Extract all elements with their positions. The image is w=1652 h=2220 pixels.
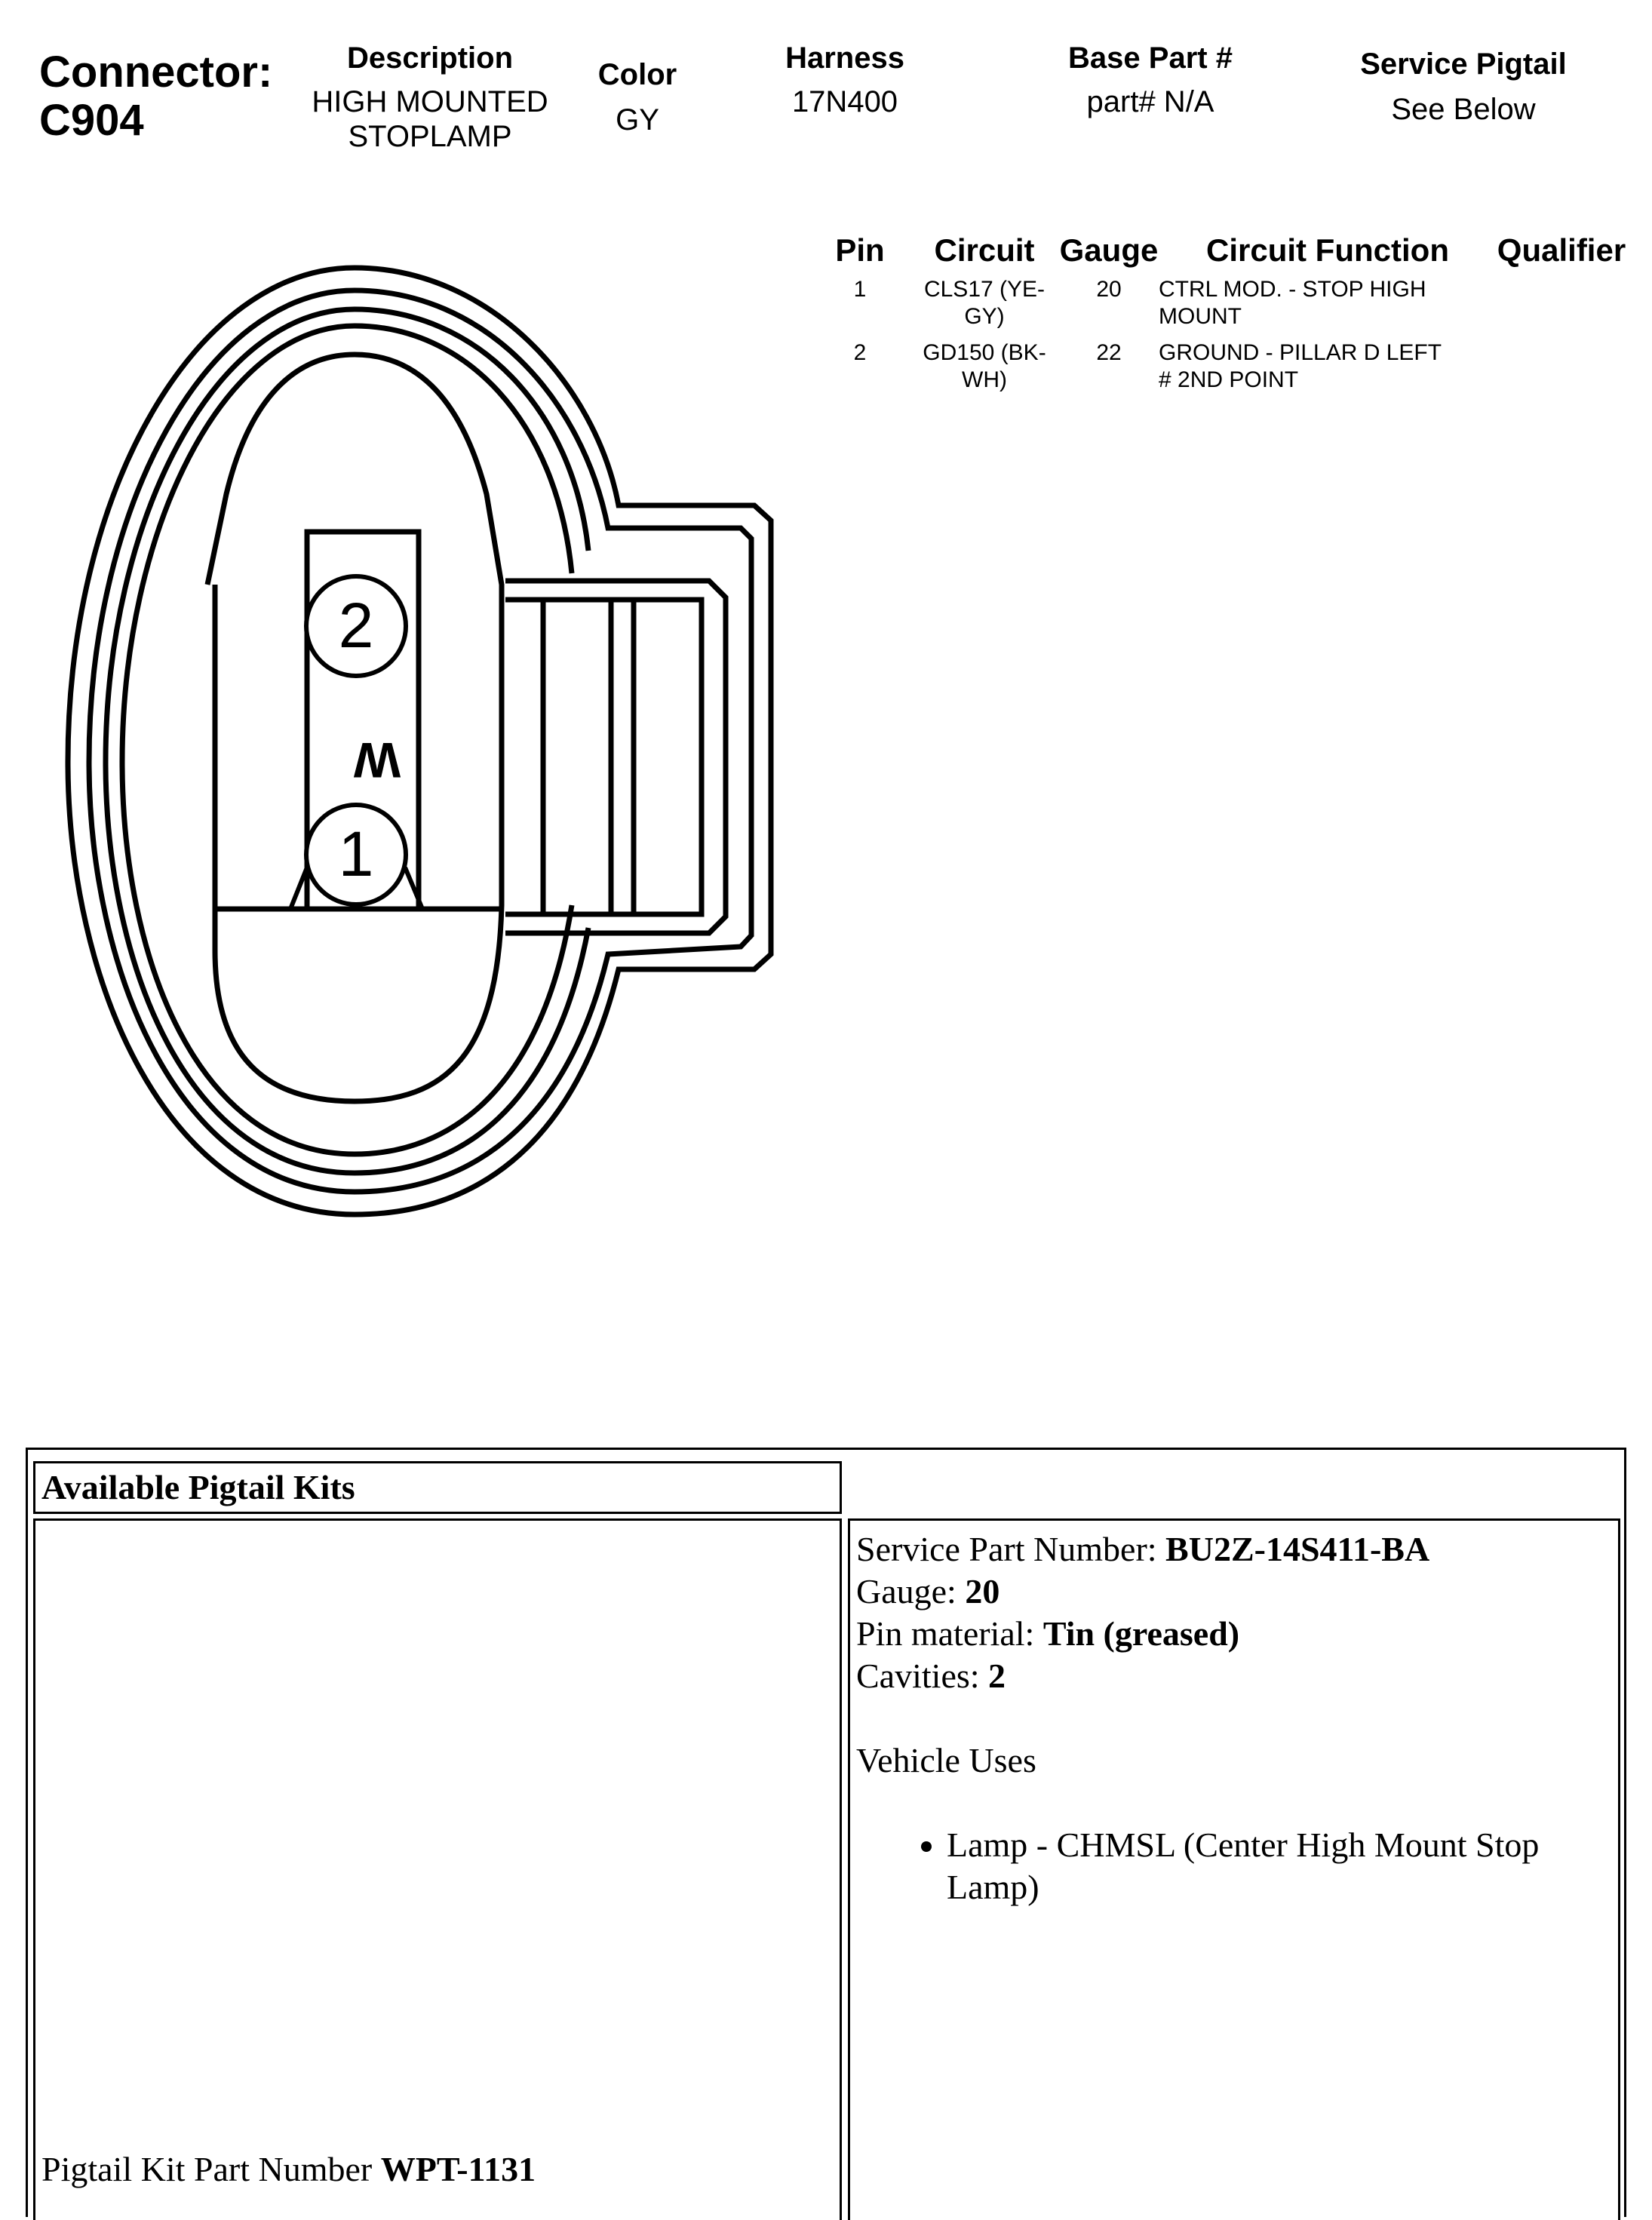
connector-title: Connector: C904: [39, 48, 273, 145]
pin-material: Pin material: Tin (greased): [856, 1614, 1240, 1653]
svg-text:1: 1: [338, 818, 374, 889]
housing-outline-inner: [106, 309, 588, 1173]
pigtail-details-cell: [848, 1518, 1620, 2220]
cavities: Cavities: 2: [856, 1657, 1006, 1695]
pin-1: [306, 805, 406, 904]
vehicle-uses-list: [856, 1824, 1611, 1908]
latch-tab-inner: [505, 600, 702, 914]
pin-table: Pin Circuit Gauge Circuit Function Qualifier 1 CLS17 (YE- GY) 20 CTRL MOD. - STOP HIGH MOUNT 2 GD150 (BK- WH) 22 GROUND - PILLAR D LEFT # 2ND POINT: [822, 232, 1652, 459]
color-column: Color GY: [597, 58, 677, 137]
base-part-column: Base Part # part# N/A: [1068, 41, 1233, 118]
vehicle-uses-heading: Vehicle Uses: [856, 1741, 1036, 1779]
table-row: 1 CLS17 (YE- GY) 20 CTRL MOD. - STOP HIGH MOUNT: [853, 277, 1426, 329]
pigtail-image-cell: [33, 1518, 842, 2220]
gauge: Gauge: 20: [856, 1572, 1000, 1610]
cavity-body: [207, 355, 502, 1101]
list-item: • Lamp - CHMSL (Center High Mount Stop Lamp): [947, 1824, 1550, 1908]
connector-id: C904: [39, 96, 144, 145]
pin-2: [306, 576, 406, 676]
description-column: Description HIGH MOUNTED STOPLAMP: [312, 41, 548, 153]
service-part-number: Service Part Number: BU2Z-14S411-BA: [856, 1530, 1430, 1568]
latch-tab: [505, 581, 726, 933]
cavity-marker: W: [353, 732, 401, 788]
harness-column: Harness 17N400: [785, 41, 904, 118]
housing-outline-inner2: [122, 326, 572, 1154]
pigtail-kit-number: Pigtail Kit Part Number WPT-1131: [41, 2150, 536, 2188]
pigtail-section-header: Available Pigtail Kits: [33, 1461, 842, 1514]
svg-text:2: 2: [338, 590, 374, 661]
service-pigtail-column: Service Pigtail See Below: [1360, 48, 1567, 126]
connector-face-diagram: [0, 0, 830, 1282]
table-row: 2 GD150 (BK- WH) 22 GROUND - PILLAR D LEFT # 2ND POINT: [853, 340, 1442, 392]
